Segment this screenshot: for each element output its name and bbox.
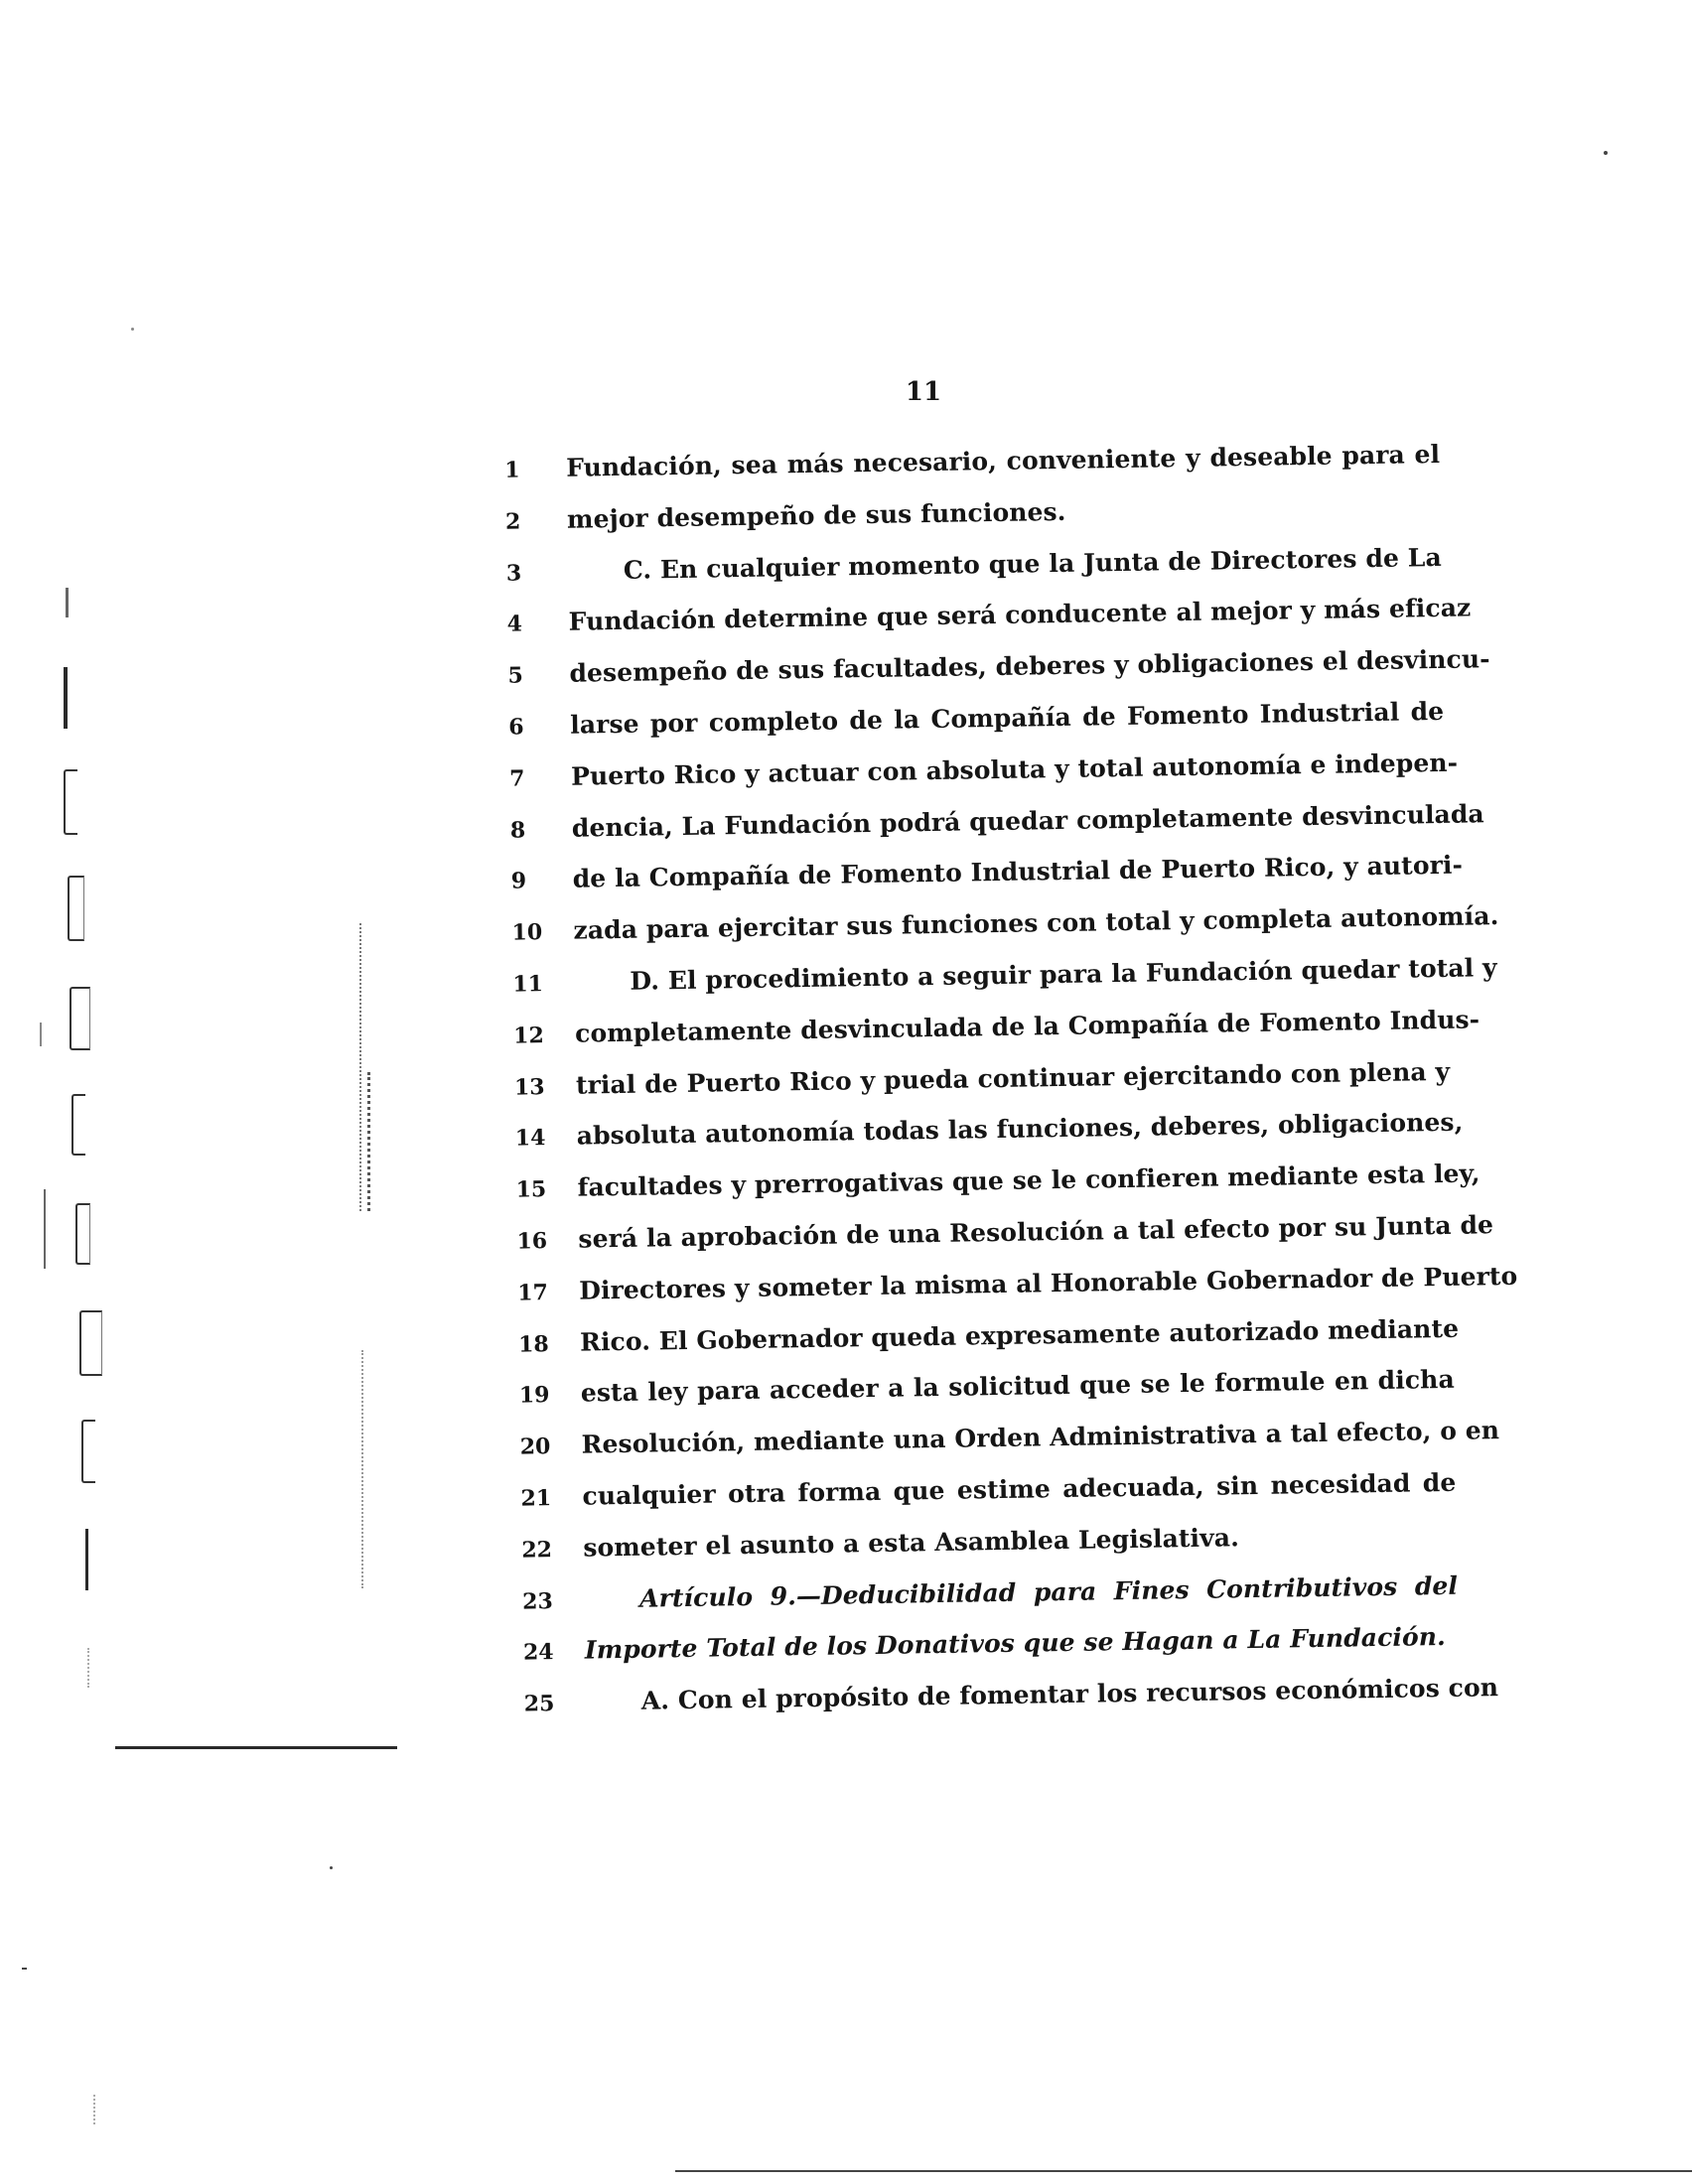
scan-bracket <box>81 1420 95 1483</box>
line-text: Fundación, sea más necesario, conveniente y deseable para el <box>565 439 1441 482</box>
line-number: 10 <box>511 919 543 946</box>
line-number: 12 <box>512 1022 545 1049</box>
line-text: D. El procedimiento a seguir para la Fundación quedar total y <box>630 953 1497 996</box>
line-number: 23 <box>521 1587 553 1615</box>
scan-mark <box>40 1023 42 1046</box>
line-text: mejor desempeño de sus funciones. <box>566 496 1066 534</box>
line-number: 20 <box>519 1433 551 1460</box>
scan-mark <box>64 667 68 729</box>
line-number: 16 <box>516 1228 548 1255</box>
scan-bracket <box>79 1310 102 1376</box>
line-number: 7 <box>508 765 525 792</box>
line-text: Rico. El Gobernador queda expresamente autorizado mediante <box>579 1313 1460 1357</box>
line-text: facultades y prerrogativas que se le confieren mediante esta ley, <box>577 1159 1480 1202</box>
line-number: 17 <box>517 1279 549 1306</box>
line-number: 5 <box>507 662 524 689</box>
scan-mark <box>85 1529 88 1590</box>
line-number: 1 <box>504 457 520 483</box>
line-text: Directores y someter la misma al Honorable Gobernador de Puerto <box>579 1261 1518 1305</box>
line-number: 2 <box>504 508 521 535</box>
scan-dots <box>87 1648 89 1688</box>
line-text: larse por completo de la Compañía de Fomento Industrial de <box>570 696 1445 740</box>
line-number: 24 <box>522 1639 554 1666</box>
scan-bracket <box>75 1203 90 1265</box>
line-text: Importe Total de los Donativos que se Hagan a La Fundación. <box>584 1622 1447 1665</box>
line-text: A. Con el propósito de fomentar los recursos económicos con <box>640 1673 1499 1715</box>
line-number: 9 <box>510 868 527 895</box>
line-text: zada para ejercitar sus funciones con total y completa autonomía. <box>573 901 1499 945</box>
line-text: Resolución, mediante una Orden Administrativa a tal efecto, o en <box>581 1416 1500 1459</box>
scan-dots <box>93 2095 95 2124</box>
line-number: 15 <box>515 1176 547 1203</box>
line-text: de la Compañía de Fomento Industrial de Puerto Rico, y autori- <box>572 850 1464 894</box>
line-number: 11 <box>512 971 544 998</box>
line-number: 21 <box>520 1485 552 1512</box>
line-number: 14 <box>514 1125 546 1152</box>
line-number: 6 <box>508 714 524 741</box>
scan-bracket <box>70 987 90 1050</box>
line-number: 19 <box>518 1382 550 1409</box>
line-text: absoluta autonomía todas las funciones, deberes, obligaciones, <box>576 1107 1464 1152</box>
scan-mark <box>66 588 69 617</box>
line-text: Fundación determine que será conducente al mejor y más eficaz <box>568 593 1472 637</box>
scan-bracket <box>68 876 84 941</box>
scan-bracket <box>71 1094 85 1156</box>
line-number: 18 <box>517 1330 549 1358</box>
line-number: 4 <box>506 611 523 638</box>
scan-speck <box>22 1968 27 1970</box>
line-text: será la aprobación de una Resolución a tal efecto por su Junta de <box>578 1210 1494 1254</box>
scan-dots <box>359 923 361 1211</box>
line-number: 25 <box>523 1691 555 1717</box>
line-number: 13 <box>513 1073 545 1101</box>
scan-mark <box>44 1189 46 1269</box>
line-number: 22 <box>521 1536 553 1564</box>
scan-speck <box>131 328 134 331</box>
line-text: trial de Puerto Rico y pueda continuar ejercitando con plena y <box>575 1056 1451 1100</box>
scan-speck <box>330 1866 333 1869</box>
line-text: C. En cualquier momento que la Junta de Directores de La <box>623 542 1442 585</box>
line-text: dencia, La Fundación podrá quedar completamente desvinculada <box>571 798 1484 843</box>
line-text: someter el asunto a esta Asamblea Legislativa. <box>583 1522 1240 1563</box>
line-text: Artículo 9.—Deducibilidad para Fines Contributivos del <box>638 1570 1459 1613</box>
numbered-text-body <box>487 439 1518 1740</box>
scan-mark <box>115 1746 397 1749</box>
line-number: 3 <box>505 560 522 587</box>
scan-dots <box>361 1350 363 1588</box>
scan-mark <box>675 2170 1692 2172</box>
scan-dots <box>367 1072 370 1211</box>
line-text: cualquier otra forma que estime adecuada, sin necesidad de <box>582 1467 1457 1511</box>
scan-speck <box>1604 151 1608 155</box>
line-text: desempeño de sus facultades, deberes y obligaciones el desvincu- <box>569 644 1490 688</box>
line-text: completamente desvinculada de la Compañía de Fomento Indus- <box>574 1005 1480 1048</box>
line-number: 8 <box>509 817 526 844</box>
page-number: 11 <box>905 377 942 407</box>
line-text: esta ley para acceder a la solicitud que se le formule en dicha <box>580 1365 1455 1408</box>
scan-bracket <box>64 769 77 835</box>
line-text: Puerto Rico y actuar con absoluta y total autonomía e indepen- <box>570 748 1459 791</box>
